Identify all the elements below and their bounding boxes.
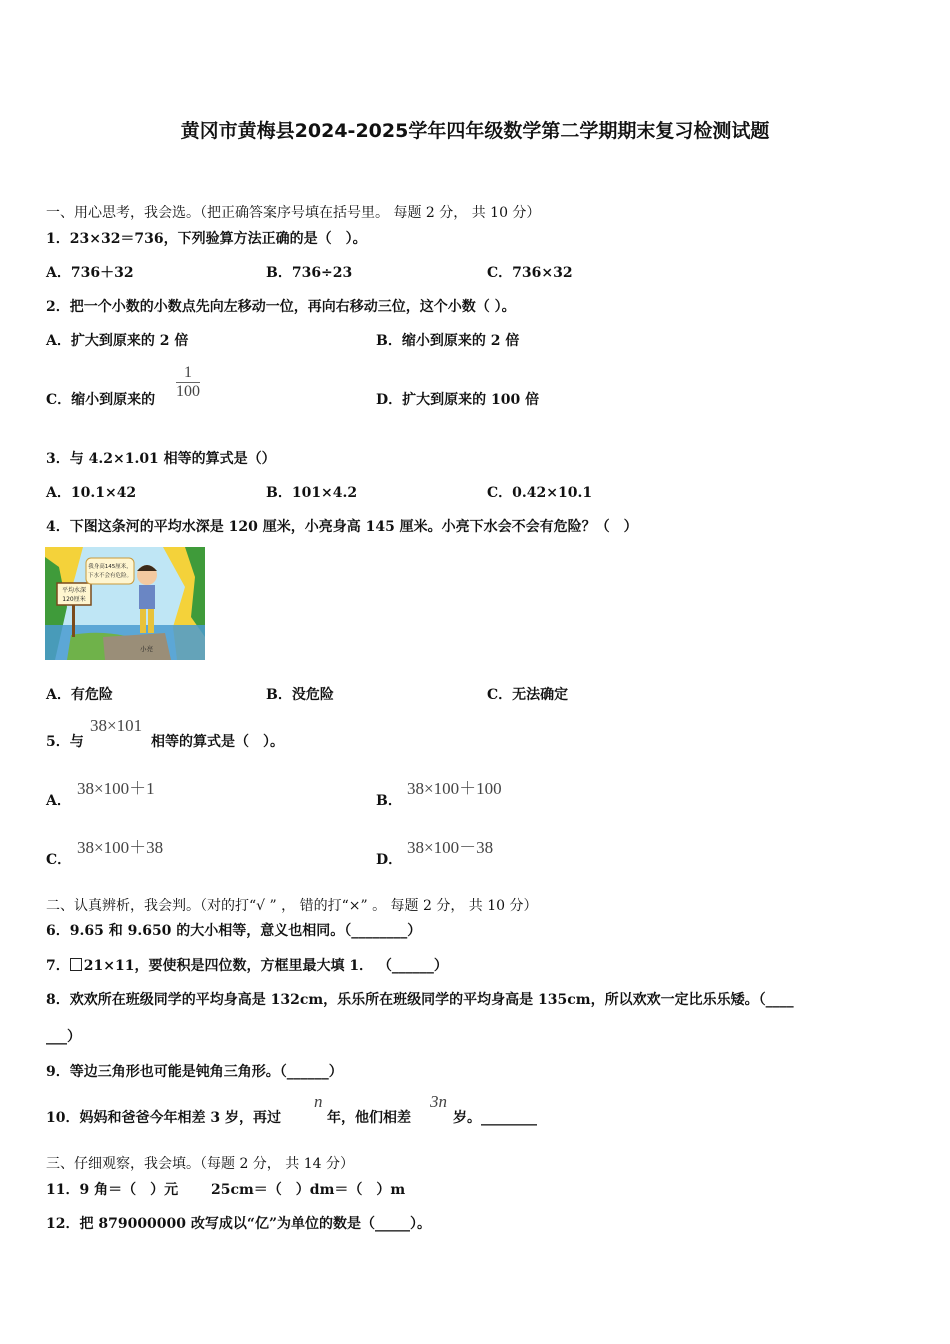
q1-option-b: B．736÷23 — [266, 265, 353, 281]
q7-number: 7． — [46, 958, 70, 974]
q1-option-c: C．736×32 — [487, 265, 573, 281]
question-3: 3．与 4.2×1.01 相等的算式是（） — [46, 451, 276, 467]
question-12: 12．把 879000000 改写成以“亿”为单位的数是（_____）。 — [46, 1216, 432, 1232]
q5-expression: 38×101 — [90, 716, 143, 735]
q5-option-d-expr: 38×100－38 — [407, 838, 494, 857]
q5-option-b-expr: 38×100＋100 — [407, 779, 502, 798]
q7-text: 21×11，要使积是四位数，方框里最大填 1． （______） — [83, 958, 448, 974]
sign-line-2: 120厘米 — [62, 596, 86, 603]
section-3-header: 三、仔细观察，我会填。（每题 2 分， 共 14 分） — [46, 1156, 354, 1172]
fraction-numerator: 1 — [184, 364, 192, 381]
q2-option-a: A．扩大到原来的 2 倍 — [46, 333, 189, 349]
question-11: 11．9 角＝（ ）元 25cm＝（ ）dm＝（ ）m — [46, 1182, 406, 1198]
question-8-line-2: ___） — [46, 1029, 81, 1045]
boy-leg-right — [148, 609, 154, 633]
boy-leg-left — [140, 609, 146, 633]
q4-option-a: A．有危险 — [46, 687, 113, 703]
q2-option-c — [46, 389, 155, 409]
question-6: 6．9.65 和 9.650 的大小相等，意义也相同。（________） — [46, 923, 422, 939]
q5-suffix: 相等的算式是（ ）。 — [151, 734, 284, 750]
fraction-denominator: 100 — [176, 383, 200, 400]
question-8-line-1: 8．欢欢所在班级同学的平均身高是 132cm，乐乐所在班级同学的平均身高是 135cm，所以欢欢一定比乐乐矮。（____ — [46, 992, 794, 1008]
q2-option-d: D．扩大到原来的 100 倍 — [376, 392, 540, 408]
question-9: 9．等边三角形也可能是钝角三角形。（______） — [46, 1064, 343, 1080]
boy-shirt — [139, 585, 155, 609]
section-2-header: 二、认真辨析，我会判。（对的打“√ ” ， 错的打“×” 。 每题 2 分， 共 10 分） — [46, 898, 538, 914]
q5-prefix: 5．与 — [46, 734, 84, 750]
page-title: 黄冈市黄梅县2024-2025学年四年级数学第二学期期末复习检测试题 — [180, 120, 770, 142]
speech-bubble — [86, 558, 134, 584]
question-4: 4．下图这条河的平均水深是 120 厘米，小亮身高 145 厘米。小亮下水会不会有危险？（ ） — [46, 519, 638, 535]
q5-option-b-label: B． — [376, 793, 402, 809]
section-1-header: 一、用心思考，我会选。（把正确答案序号填在括号里。 每题 2 分， 共 10 分） — [46, 205, 541, 221]
question-7 — [46, 955, 448, 975]
question-10-part-2: 年，他们相差 — [327, 1110, 411, 1126]
q5-option-d-label: D． — [376, 852, 403, 868]
q4-option-b: B．没危险 — [266, 687, 334, 703]
river-illustration-svg — [45, 547, 205, 660]
q5-option-a-expr: 38×100＋1 — [77, 779, 155, 798]
question-1: 1．23×32＝736，下列验算方法正确的是（ ）。 — [46, 231, 367, 247]
q10-variable-n: n — [314, 1092, 323, 1111]
river-illustration — [45, 547, 205, 660]
fraction-one-hundredth — [176, 364, 200, 401]
q3-option-b: B．101×4.2 — [266, 485, 358, 501]
question-10-part-1: 10．妈妈和爸爸今年相差 3 岁，再过 — [46, 1110, 281, 1126]
empty-square-box — [70, 958, 82, 971]
q2-option-c-label: C．缩小到原来的 — [46, 392, 156, 408]
q1-option-a: A．736＋32 — [46, 265, 134, 281]
question-10-part-3: 岁。________ — [453, 1110, 537, 1126]
q3-option-c: C．0.42×10.1 — [487, 485, 593, 501]
boy-name-label: 小亮 — [140, 645, 153, 653]
q10-variable-3n: 3n — [430, 1092, 447, 1111]
question-2: 2．把一个小数的小数点先向左移动一位，再向右移动三位，这个小数（ ）。 — [46, 299, 516, 315]
q4-option-c: C．无法确定 — [487, 687, 569, 703]
bubble-line-1: 我身高145厘米， — [88, 564, 132, 570]
q2-option-b: B．缩小到原来的 2 倍 — [376, 333, 520, 349]
q5-option-a-label: A． — [46, 793, 71, 809]
q3-option-a: A．10.1×42 — [46, 485, 137, 501]
sign-line-1: 平均水深 — [61, 587, 87, 594]
stone-ledge — [103, 633, 171, 660]
q5-option-c-expr: 38×100＋38 — [77, 838, 164, 857]
q5-option-c-label: C． — [46, 852, 72, 868]
bubble-line-2: 下水不会有危险。 — [87, 573, 133, 579]
